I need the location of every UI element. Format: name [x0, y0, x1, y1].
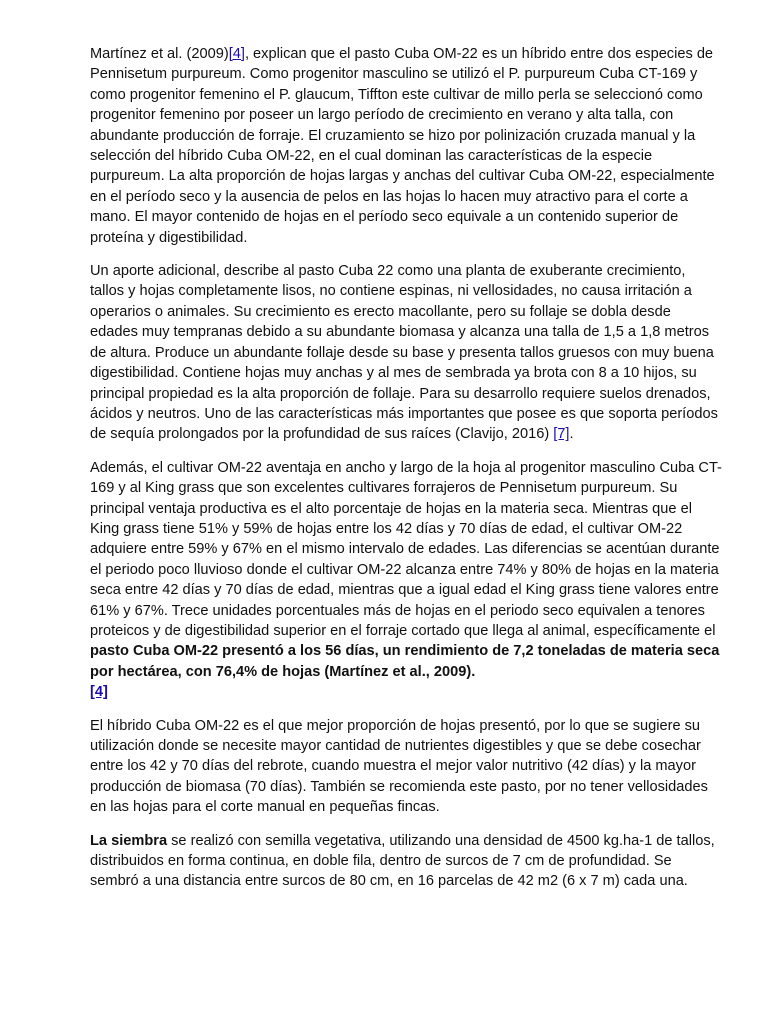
- reference-link-4[interactable]: [4]: [228, 46, 245, 62]
- paragraph-text: Además, el cultivar OM-22 aventaja en ancho y largo de la hoja al progenitor masculino Cuba CT-169 y al King grass que son excelentes cultivares forrajeros de Pennisetum purpureum. Su principal ventaja productiva es el alto porcentaje de hojas en la materia seca. Mientras que el King grass tiene 51% y 59% de hojas entre los 42 días y 70 días de edad, el cultivar OM-22 adquiere entre 59% y 67% en el mismo intervalo de edades. Las diferencias se acentúan durante el periodo poco lluvioso donde el cultivar OM-22 alcanza entre 74% y 80% de hojas en la materia seca entre 42 días y 70 días de edad, mientras que a igual edad el King grass tiene valores entre 61% y 67%. Trece unidades porcentuales más de hojas en el periodo seco equivalen a tenores proteicos y de digestibilidad superior en el forraje cortado que llega al animal, específicamente el: [90, 459, 722, 639]
- paragraph-recommendation: [90, 716, 722, 818]
- paragraph-plant-description: [90, 261, 722, 445]
- paragraph-sowing: [90, 831, 722, 892]
- paragraph-text: El híbrido Cuba OM-22 es el que mejor proporción de hojas presentó, por lo que se sugiere su utilización donde se necesite mayor cantidad de nutrientes digestibles y que se debe cosechar entre los 42 y 70 días del rebrote, cuando muestra el mejor valor nutritivo (42 días) y la mayor producción de biomasa (70 días). También se recomienda este pasto, por no tener vellosidades en las hojas para el corte manual en pequeñas fincas.: [90, 717, 708, 816]
- paragraph-leaf-advantage: [90, 458, 722, 703]
- paragraph-text: , explican que el pasto Cuba OM-22 es un híbrido entre dos especies de Pennisetum purpureum. Como progenitor masculino se utilizó el P. purpureum Cuba CT-169 y como progenitor femenino el P. glaucum, Tiffton este cultivar de millo perla se seleccionó como progenitor femenino por poseer un largo período de crecimiento en verano y alta talla, con abundante producción de forraje. El cruzamiento se hizo por polinización cruzada manual y la selección del híbrido Cuba OM-22, en el cual dominan las características de la especie purpureum. La alta proporción de hojas largas y anchas del cultivar Cuba OM-22, especialmente en el período seco y la ausencia de pelos en las hojas lo hacen muy atractivo para el corte a mano. El mayor contenido de hojas en el período seco equivale a un contenido superior de proteína y digestibilidad.: [90, 46, 715, 246]
- paragraph-text: Martínez et al. (2009): [90, 46, 229, 62]
- document-body: [90, 44, 722, 905]
- reference-link-7[interactable]: [7]: [553, 426, 570, 443]
- paragraph-text: se realizó con semilla vegetativa, utilizando una densidad de 4500 kg.ha-1 de tallos, distribuidos en forma continua, en doble fila, dentro de surcos de 7 cm de profundidad. Se sembró a una distancia entre surcos de 80 cm, en 16 parcelas de 42 m2 (6 x 7 m) cada una.: [90, 832, 715, 890]
- reference-link-4[interactable]: [4]: [90, 684, 108, 701]
- bold-sowing-label: La siembra: [90, 832, 168, 849]
- paragraph-text: Un aporte adicional, describe al pasto Cuba 22 como una planta de exuberante crecimiento, tallos y hojas completamente lisos, no contiene espinas, ni vellosidades, no causa irritación a operarios o animales. Su crecimiento es erecto macollante, pero su follaje se dobla desde edades muy tempranas debido a su abundante biomasa y alcanza una talla de 1,5 a 1,8 metros de altura. Produce un abundante follaje desde su base y presenta tallos gruesos con muy buena digestibilidad. Contiene hojas muy anchas y al mes de sembrada ya brota con 8 a 10 hijos, su principal propiedad es la alta proporción de follaje. Para su desarrollo requiere suelos drenados, ácidos y neutros. Uno de las características más importantes que posee es que soporta períodos de sequía prolongados por la profundidad de sus raíces (Clavijo, 2016): [90, 263, 718, 443]
- paragraph-text: .: [569, 426, 574, 443]
- bold-yield-statement: pasto Cuba OM-22 presentó a los 56 días, un rendimiento de 7,2 toneladas de materia seca por hectárea, con 76,4% de hojas (Martínez et al., 2009).: [90, 643, 720, 680]
- paragraph-hybrid-origin: [90, 44, 722, 248]
